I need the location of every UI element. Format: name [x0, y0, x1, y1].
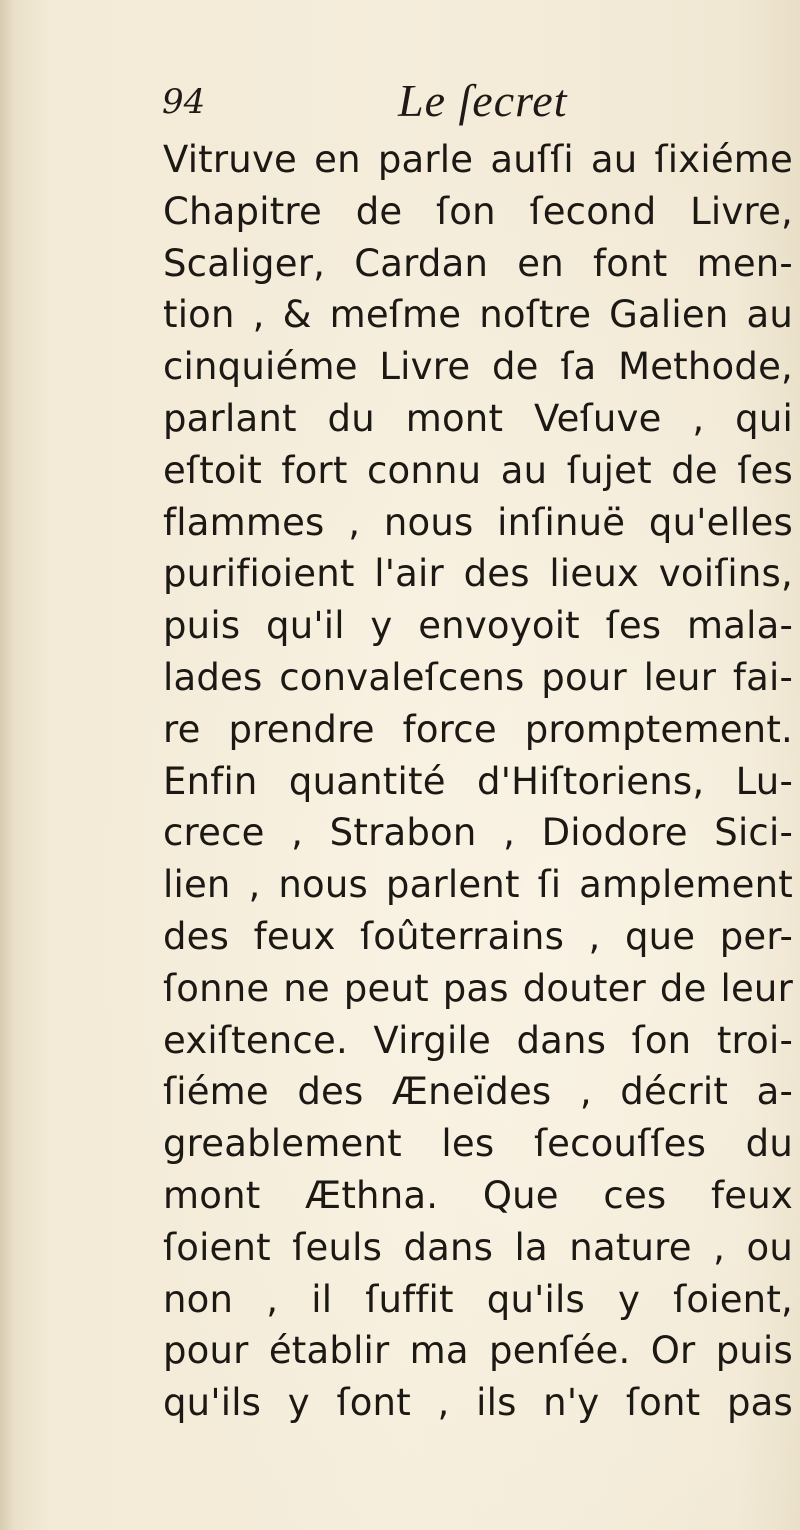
text-line: pour établir ma penſée. Or puis [163, 1329, 793, 1373]
text-line: puis qu'il y envoyoit ſes mala- [163, 604, 793, 648]
text-line: greablement les ſecouſſes du [163, 1122, 793, 1166]
text-line: crece , Strabon , Diodore Sici- [163, 811, 793, 855]
text-line: ſiéme des Æneïdes , décrit a- [163, 1070, 793, 1114]
text-line: purifioient l'air des lieux voiſins, [163, 552, 793, 596]
body-text [163, 134, 793, 1429]
text-line: lien , nous parlent ſi amplement [163, 863, 793, 907]
text-line: Vitruve en parle auſſi au ſixiéme [163, 138, 793, 181]
text-line: des feux ſoûterrains , que per- [163, 914, 793, 958]
text-line: mont Æthna. Que ces feux [163, 1173, 793, 1217]
text-line: non , il ſuffit qu'ils y ſoient, [163, 1277, 793, 1321]
text-line: ſonne ne peut pas douter de leur [163, 966, 793, 1010]
text-line: eſtoit fort connu au ſujet de ſes [163, 448, 793, 492]
text-line: ſoient ſeuls dans la nature , ou [163, 1225, 793, 1269]
text-line: lades convaleſcens pour leur fai- [163, 655, 793, 699]
text-line: Scaliger, Cardan en font men- [163, 241, 793, 285]
text-line: tion , & meſme noſtre Galien au [163, 293, 793, 337]
text-line: flammes , nous inſinuë qu'elles [163, 500, 793, 544]
text-line: Enfin quantité d'Hiſtoriens, Lu- [163, 759, 793, 803]
text-line: parlant du mont Veſuve , qui [163, 396, 793, 440]
page-gutter [0, 0, 14, 1530]
running-title: Le ſecret [398, 75, 568, 126]
text-line: re prendre force promptement. [163, 707, 793, 751]
text-line: Chapitre de ſon ſecond Livre, [163, 189, 793, 233]
text-line: exiſtence. Virgile dans ſon troi- [163, 1018, 793, 1062]
text-line: qu'ils y ſont , ils n'y ſont pas [163, 1381, 793, 1425]
text-line: cinquiéme Livre de ſa Methode, [163, 345, 793, 389]
running-head [0, 75, 800, 138]
page-number: 94 [162, 82, 206, 122]
